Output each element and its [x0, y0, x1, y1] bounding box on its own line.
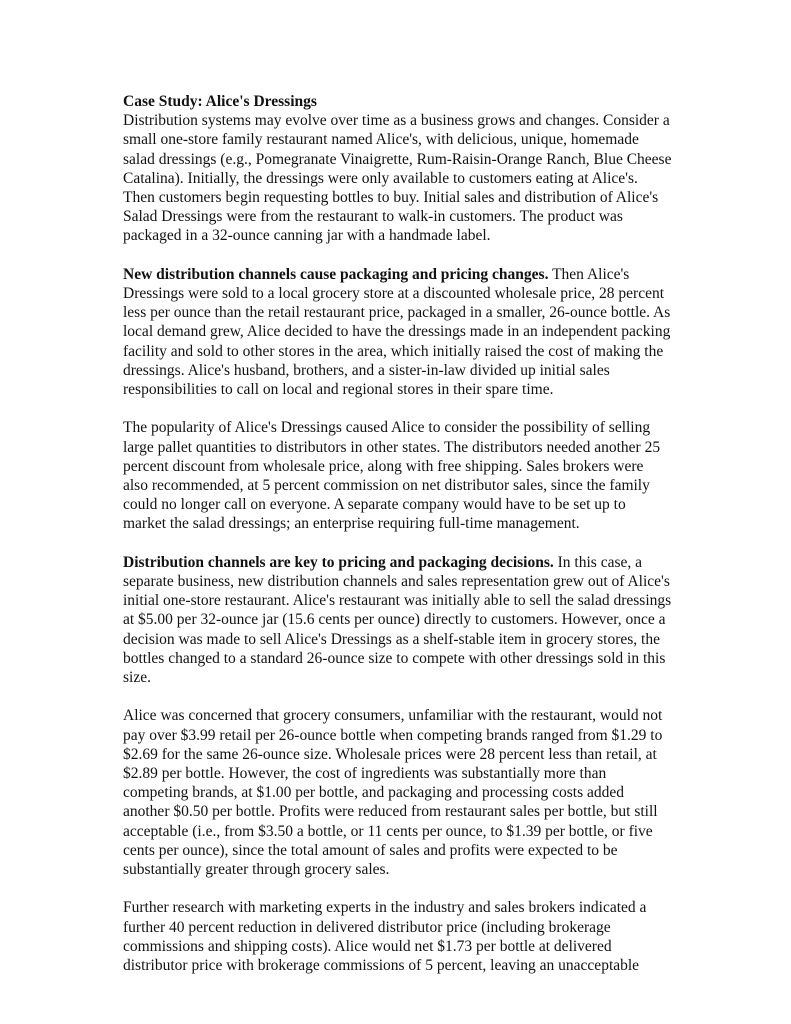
- paragraph-pricing-decisions: [123, 553, 672, 687]
- paragraph-text: Then Alice's Dressings were sold to a local grocery store at a discounted wholesale price, 28 percent less per ounce than the retail restaurant price, packaged in a smaller, 26-ounce bottle. As local demand grew, Alice decided to have the dressings made in an independent packing facility and sold to other stores in the area, which initially raised the cost of making the dressings. Alice's husband, brothers, and a sister-in-law divided up initial sales responsibilities to call on local and regional stores in their spare time.: [123, 265, 671, 399]
- paragraph-text: Further research with marketing experts in the industry and sales brokers indicated a further 40 percent reduction in delivered distributor price (including brokerage commissions and shipping costs). Alice would net $1.73 per bottle at delivered distributor price with brokerage commissions of 5 percent, leaving an unacceptable: [123, 899, 647, 975]
- paragraph-distribution-channels: [123, 265, 672, 399]
- paragraph-text: Distribution systems may evolve over time as a business grows and changes. Consider a small one-store family restaurant named Alice's, with delicious, unique, homemade salad dressings (e.g., Pomegranate Vinaigrette, Rum-Raisin-Orange Ranch, Blue Cheese Catalina). Initially, the dressings were only available to customers eating at Alice's. Then customers begin requesting bottles to buy. Initial sales and distribution of Alice's Salad Dressings were from the restaurant to walk-in customers. The product was packaged in a 32-ounce canning jar with a handmade label.: [123, 112, 672, 245]
- paragraph-grocery-concerns: [123, 706, 672, 879]
- document-body: [123, 92, 672, 975]
- paragraph-lead-bold: New distribution channels cause packaging and pricing changes.: [123, 265, 549, 283]
- document-title: Case Study: Alice's Dressings: [123, 93, 317, 110]
- paragraph-further-research: [123, 898, 672, 975]
- paragraph-popularity: [123, 418, 672, 533]
- paragraph-text: In this case, a separate business, new distribution channels and sales representation grew out of Alice's initial one-store restaurant. Alice's restaurant was initially able to sell the salad dressings at $5.00 per 32-ounce jar (15.6 cents per ounce) directly to customers. However, once a decision was made to sell Alice's Dressings as a shelf-stable item in grocery stores, the bottles changed to a standard 26-ounce size to compete with other dressings sold in this size.: [123, 553, 672, 687]
- paragraph-intro: [123, 92, 672, 246]
- paragraph-text: The popularity of Alice's Dressings caused Alice to consider the possibility of selling large pallet quantities to distributors in other states. The distributors needed another 25 percent discount from wholesale price, along with free shipping. Sales brokers were also recommended, at 5 percent commission on net distributor sales, since the family could no longer call on everyone. A separate company would have to be set up to market the salad dressings; an enterprise requiring full-time management.: [123, 419, 661, 533]
- paragraph-text: Alice was concerned that grocery consumers, unfamiliar with the restaurant, would not pay over $3.99 retail per 26-ounce bottle when competing brands ranged from $1.29 to $2.69 for the same 26-ounce size. Wholesale prices were 28 percent less than retail, at $2.89 per bottle. However, the cost of ingredients was substantially more than competing brands, at $1.00 per bottle, and packaging and processing costs added another $0.50 per bottle. Profits were reduced from restaurant sales per bottle, but still acceptable (i.e., from $3.50 a bottle, or 11 cents per ounce, to $1.39 per bottle, or five cents per ounce), since the total amount of sales and profits were expected to be substantially greater through grocery sales.: [123, 707, 663, 879]
- paragraph-lead-bold: Distribution channels are key to pricing and packaging decisions.: [123, 553, 554, 571]
